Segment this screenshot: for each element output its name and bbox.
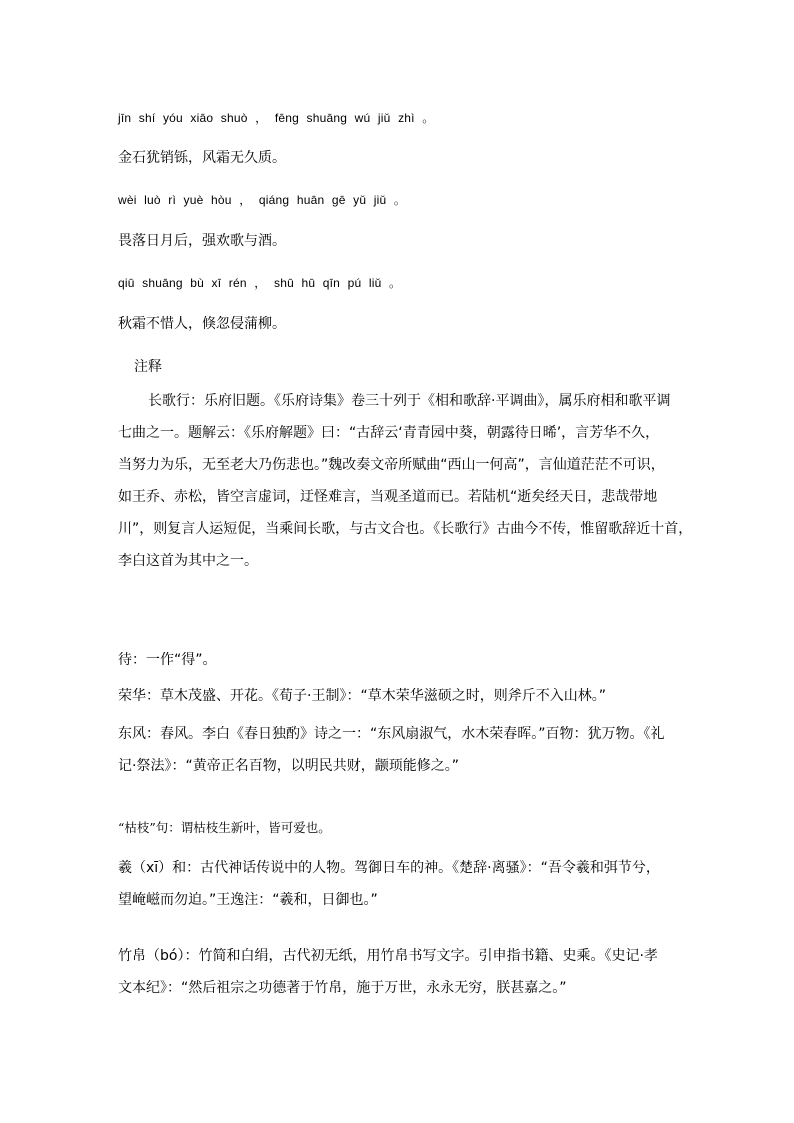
note-changgexing-line: 当努力为乐，无至老大乃伤悲也。”魏改奏文帝所赋曲“西山一何高”，言仙道茫茫不可识， [118,457,665,473]
poem-line-3-hanzi: 秋霜不惜人，倏忽侵蒲柳。 [118,316,286,332]
note-kuzhi [118,812,686,844]
note-dai-line: 待：一作“得”。 [118,652,217,668]
note-dongfeng [118,718,686,782]
note-xihe-line: 羲（xī）和：古代神话传说中的人物。驾御日车的神。《楚辞·离骚》：“吾令羲和弭节兮， [118,860,660,876]
note-xihe [118,852,686,916]
poem-line-2-hanzi: 畏落日月后，强欢歌与酒。 [118,233,286,249]
note-kuzhi-line: “枯枝”句：谓枯枝生新叶，皆可爱也。 [118,820,331,835]
notes-heading: 注释 [134,359,162,375]
note-changgexing-line: 长歌行：乐府旧题。《乐府诗集》卷三十列于《相和歌辞·平调曲》，属乐府相和歌平调 [148,393,671,409]
note-dongfeng-line: 东风：春风。李白《春日独酌》诗之一：“东风扇淑气，水木荣春晖。”百物：犹万物。《礼 [118,726,665,742]
note-zhubo-line: 文本纪》：“然后祖宗之功德著于竹帛，施于万世，永永无穷，朕甚嘉之。” [118,980,567,996]
note-changgexing-line: 川”，则复言人运短促，当乘间长歌，与古文合也。《长歌行》古曲今不传，惟留歌辞近十首， [118,521,693,537]
note-changgexing-line: 七曲之一。题解云：《乐府解题》曰：“古辞云‘青青园中葵，朝露待日晞’，言芳华不久， [118,425,660,441]
poem-line-1-pinyin: jīn shí yóu xiāo shuò ， fēng shuāng wú jiǔ zhì 。 [118,111,435,125]
note-zhubo-line: 竹帛（bó）：竹简和白绢，古代初无纸，用竹帛书写文字。引申指书籍、史乘。《史记·孝 [118,948,658,964]
note-xihe-line: 望崦嵫而勿迫。”王逸注：“羲和，日御也。” [118,892,378,908]
poem-line-1-hanzi: 金石犹销铄，风霜无久质。 [118,150,286,166]
note-changgexing-line: 如王乔、赤松，皆空言虚词，迂怪难言，当观圣道而已。若陆机“逝矣经天日，悲哉带地 [118,489,658,505]
poem-line-3-pinyin: qiū shuāng bù xī rén ， shū hū qīn pú liǔ 。 [118,276,402,290]
note-ronghua-line: 荣华：草木茂盛、开花。《荀子·王制》：“草木荣华滋硕之时，则斧斤不入山林。” [118,688,606,704]
note-ronghua [118,680,686,712]
poem-line-2-pinyin: wèi luò rì yuè hòu ， qiáng huān gē yǔ jiǔ 。 [118,193,407,207]
note-dongfeng-line: 记·祭法》：“黄帝正名百物，以明民共财，颛顼能修之。” [118,758,459,774]
note-changgexing-line: 李白这首为其中之一。 [118,553,258,569]
note-changgexing [118,385,693,577]
note-zhubo [118,940,686,1004]
note-dai [118,644,686,676]
